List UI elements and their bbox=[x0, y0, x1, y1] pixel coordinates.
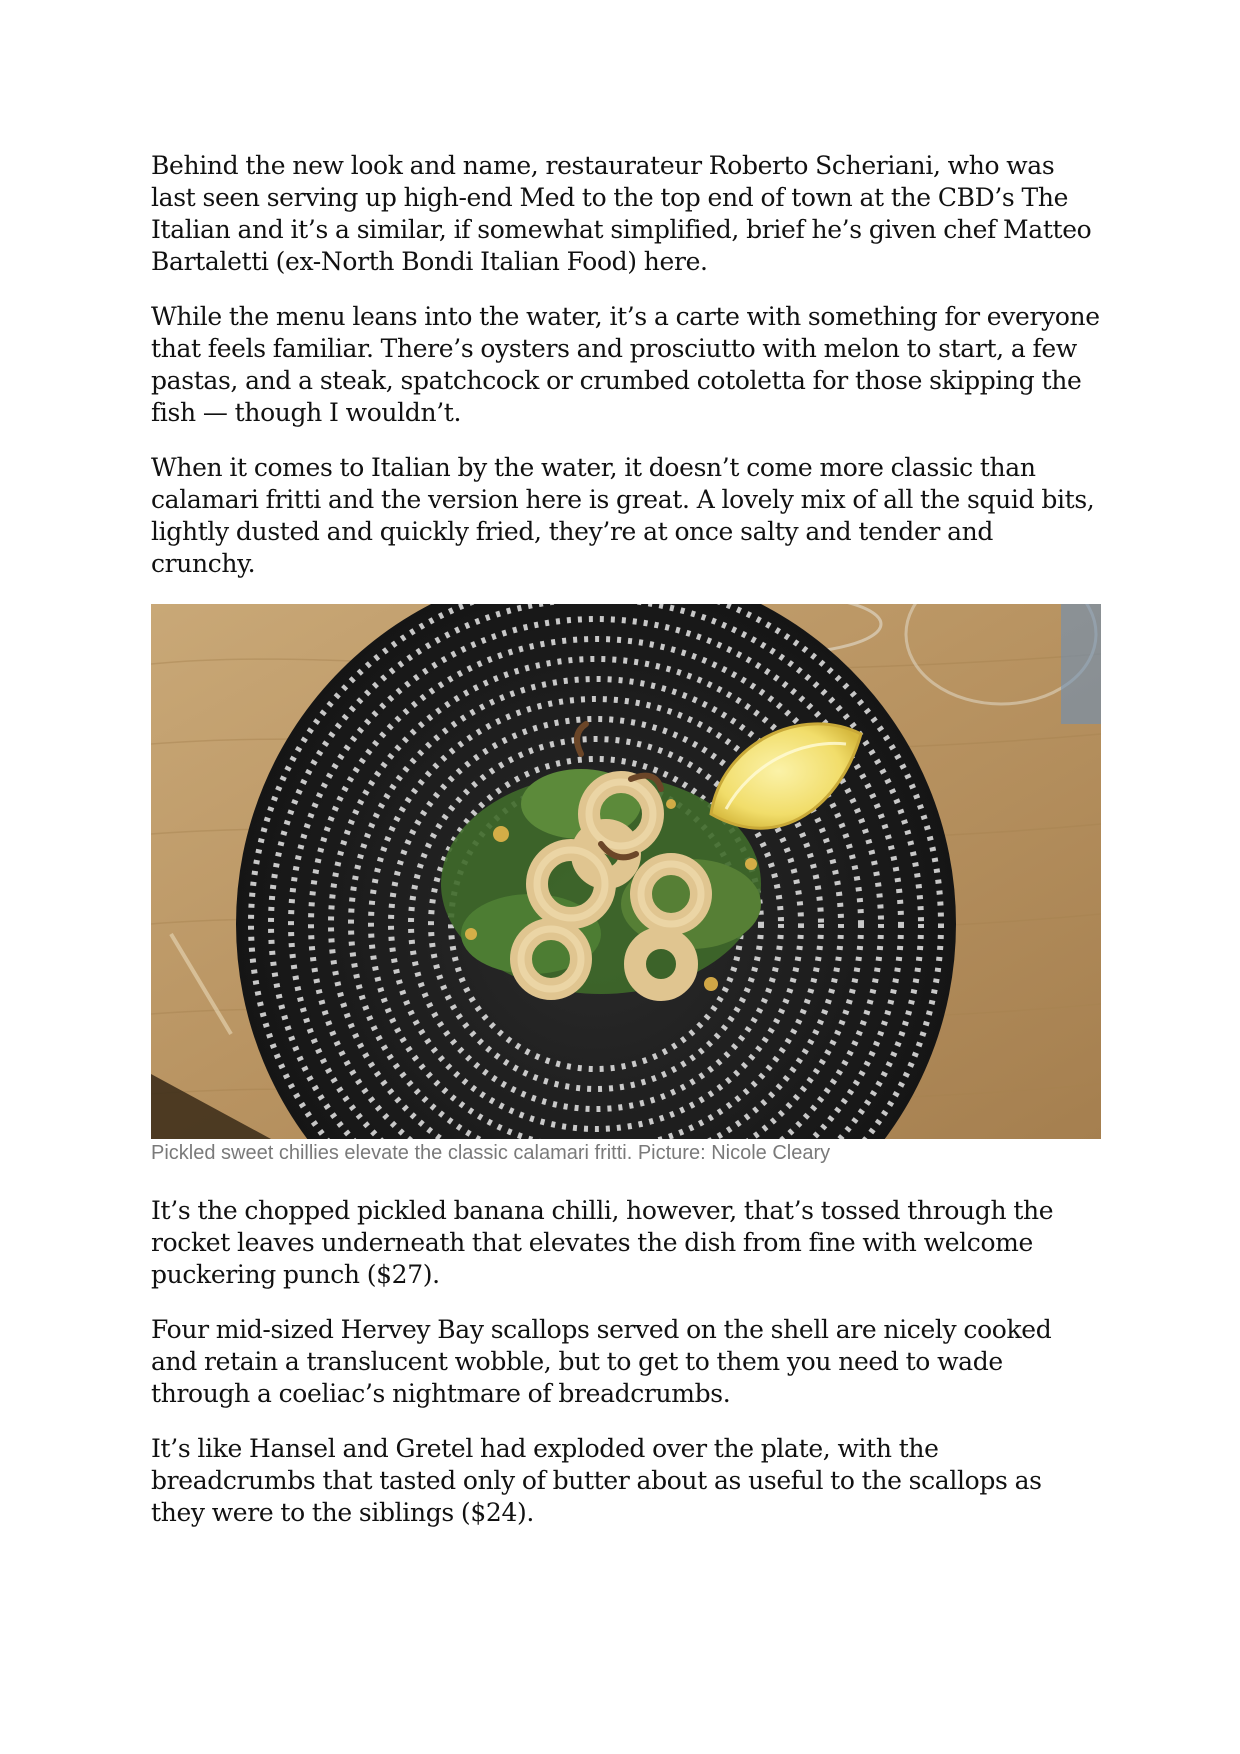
paragraph-intro: Behind the new look and name, restaurateur Roberto Scheriani, who was last seen serving up high-end Med to the top end of town at the CBD’s The Italian and it’s a similar, if somewhat simplified, brief he’s given chef Matteo Bartaletti (ex-North Bondi Italian Food) here. bbox=[151, 151, 1092, 276]
paragraph-menu: While the menu leans into the water, it’s a carte with something for everyone that feels familiar. There’s oysters and prosciutto with melon to start, a few pastas, and a steak, spatchcock or crumbed cotoletta for those skipping the fish — though I wouldn’t. bbox=[151, 302, 1100, 427]
calamari-figure bbox=[151, 604, 1101, 1165]
paragraph-calamari: When it comes to Italian by the water, it doesn’t come more classic than calamari fritti and the version here is great. A lovely mix of all the squid bits, lightly dusted and quickly fried, they’re at once salty and tender and crunchy. bbox=[151, 453, 1095, 578]
paragraph-chilli: It’s the chopped pickled banana chilli, however, that’s tossed through the rocket leaves underneath that elevates the dish from fine with welcome puckering punch ($27). bbox=[151, 1196, 1054, 1289]
article-body bbox=[151, 150, 1101, 1552]
paragraph-breadcrumbs: It’s like Hansel and Gretel had exploded over the plate, with the breadcrumbs that tasted only of butter about as useful to the scallops as they were to the siblings ($24). bbox=[151, 1434, 1042, 1527]
photo-caption: Pickled sweet chillies elevate the classic calamari fritti. Picture: Nicole Cleary bbox=[151, 1142, 831, 1164]
calamari-photo bbox=[151, 604, 1101, 1139]
paragraph-scallops: Four mid-sized Hervey Bay scallops served on the shell are nicely cooked and retain a translucent wobble, but to get to them you need to wade through a coeliac’s nightmare of breadcrumbs. bbox=[151, 1315, 1052, 1408]
